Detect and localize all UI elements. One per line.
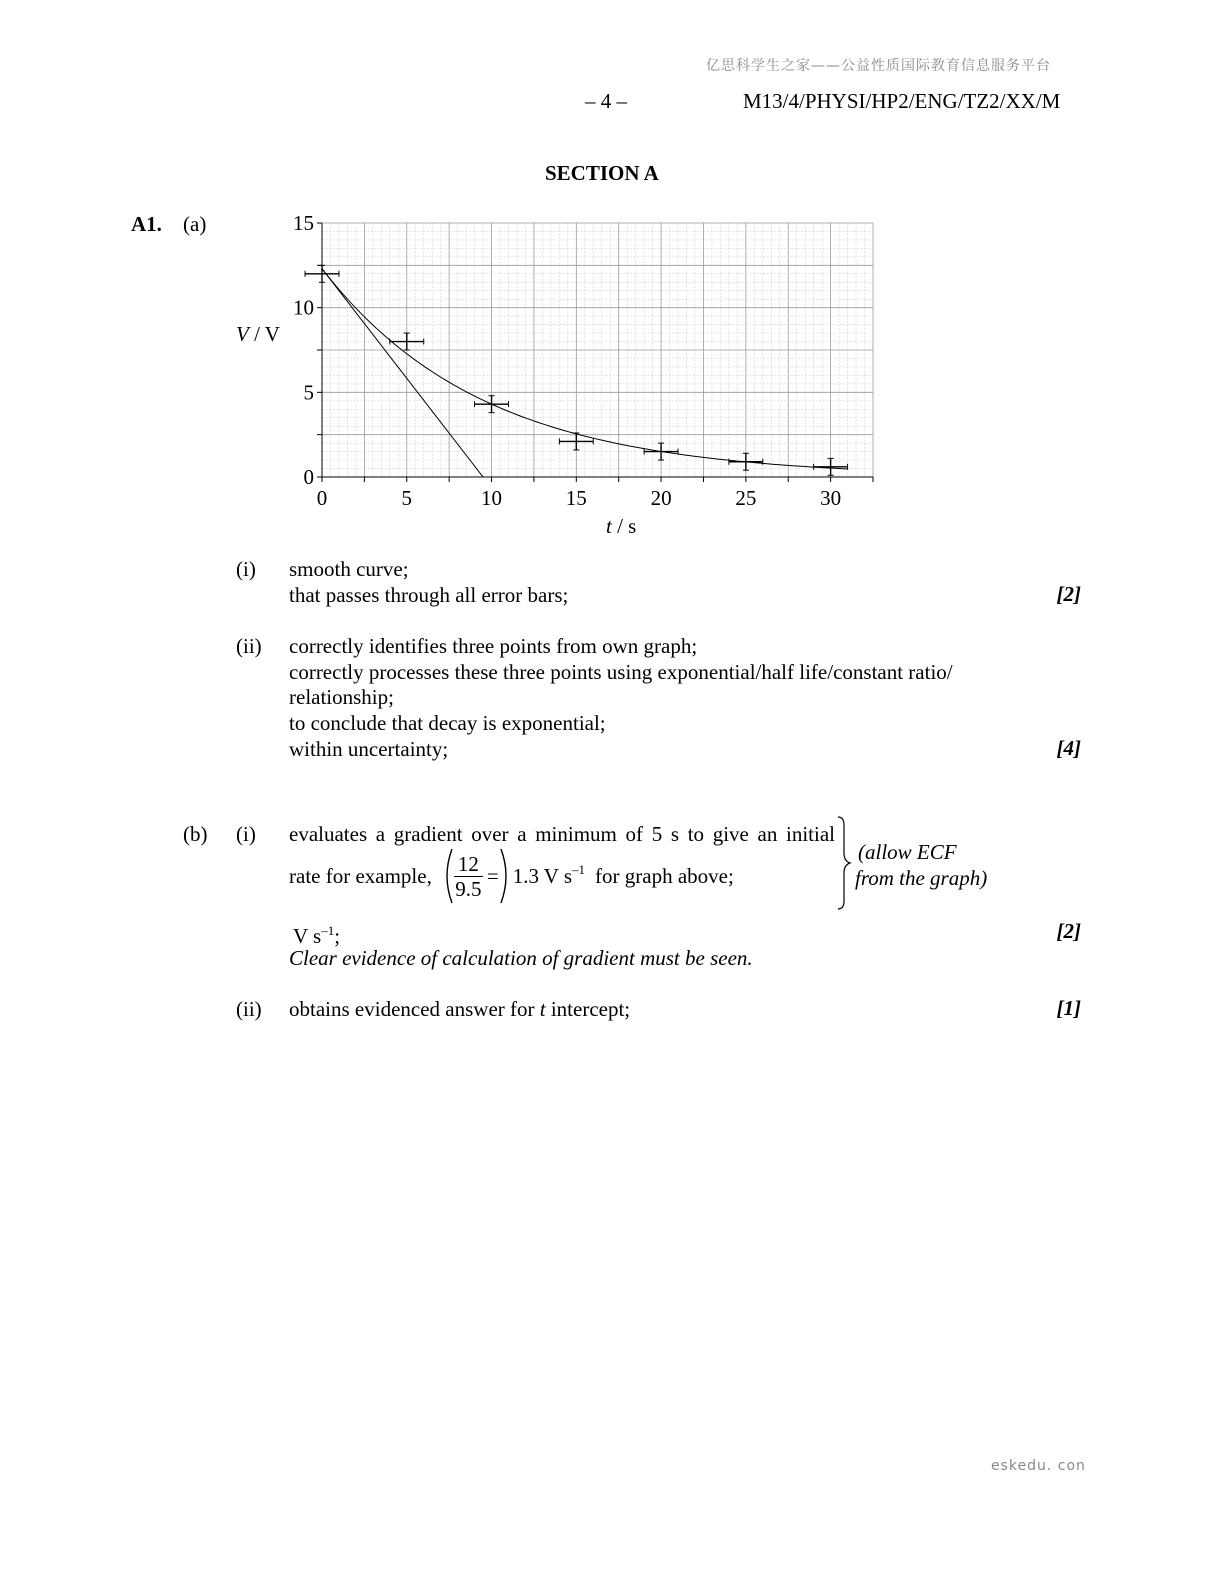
unit-suffix: ; [334,924,341,948]
part-b-i-line-2-suffix: for graph above; [595,864,734,888]
part-a-ii-line-1: correctly identifies three points from own graph; [289,634,698,658]
x-tick-label: 5 [401,486,413,510]
gradient-evidence-note: Clear evidence of calculation of gradient must be seen. [289,946,753,970]
part-a-ii-line-3: relationship; [289,685,394,709]
x-tick-label: 15 [565,486,587,510]
part-a-label: (a) [183,212,207,236]
part-b-i-line-2 [289,847,734,905]
question-number: A1. [131,212,162,236]
part-a-i-line-1: smooth curve; [289,557,409,581]
data-point [644,443,678,460]
y-tick-label: 0 [303,465,314,489]
part-a-i-label: (i) [236,557,256,581]
x-tick-label: 10 [481,486,503,510]
gradient-value-exponent: –1 [572,862,586,877]
y-tick-label: 10 [293,295,314,320]
right-paren-icon [499,847,513,905]
data-point [559,433,593,450]
part-a-ii-label: (ii) [236,634,262,658]
part-a-i-marks: [2] [1056,582,1081,606]
data-point [729,453,763,470]
unit-text: V s [293,924,322,948]
watermark-bottom: eskedu. con [991,1458,1086,1474]
y-axis-label [236,322,280,346]
section-title: SECTION A [545,161,659,185]
x-tick-label: 25 [735,486,757,510]
data-point [390,333,424,350]
chart-tick-labels [293,211,841,510]
y-tick-label: 15 [293,211,314,235]
part-b-i-line-2-prefix: rate for example, [289,864,432,888]
part-b-ii-suffix: intercept; [550,997,631,1021]
y-tick-label: 5 [303,380,314,405]
part-b-ii-label: (ii) [236,997,262,1021]
x-tick-label: 0 [316,486,328,510]
part-b-ii-prefix: obtains evidenced answer for [289,997,535,1021]
part-a-ii-line-5: within uncertainty; [289,737,449,761]
gradient-value: 1.3 V s [512,864,573,888]
unit-exponent: –1 [321,923,335,938]
x-axis-label-var: t [606,514,612,538]
data-point [814,458,848,475]
fraction-numerator: 12 [454,852,483,877]
tangent-line [322,269,483,477]
page-number: – 4 – [585,89,627,113]
part-a-i-line-2: that passes through all error bars; [289,583,569,607]
brace-note-2: from the graph) [855,866,988,890]
equals-sign: = [486,864,499,888]
gradient-fraction [454,852,483,901]
voltage-time-chart [230,205,890,545]
part-b-label: (b) [183,822,208,846]
part-b-i-line-1: evaluates a gradient over a minimum of 5 s to give an initial [289,822,835,846]
part-b-ii-text [289,996,630,1022]
part-b-i-marks: [2] [1056,919,1081,943]
part-b-ii-marks: [1] [1056,996,1081,1020]
gradient-expression [440,847,513,905]
part-b-ii-var: t [539,997,546,1021]
fit-curve [322,269,848,469]
x-tick-label: 30 [820,486,842,510]
watermark-top: 亿思科学生之家——公益性质国际教育信息服务平台 [706,58,1051,74]
y-axis-label-var: V [236,322,249,346]
part-a-ii-line-4: to conclude that decay is exponential; [289,711,606,735]
x-tick-label: 20 [650,486,672,510]
part-a-ii-marks: [4] [1056,736,1081,760]
data-point [305,265,339,282]
document-code: M13/4/PHYSI/HP2/ENG/TZ2/XX/M [743,89,1061,113]
y-axis-label-unit: / V [248,322,280,346]
left-paren-icon [440,847,454,905]
part-a-ii-line-2: correctly processes these three points using exponential/half life/constant ratio/ [289,660,953,684]
x-axis-label [606,514,636,538]
brace-note-1: (allow ECF [858,840,957,864]
part-b-i-label: (i) [236,822,256,846]
x-axis-label-unit: / s [611,514,637,538]
fraction-denominator: 9.5 [455,876,482,901]
right-brace-icon [836,815,852,911]
